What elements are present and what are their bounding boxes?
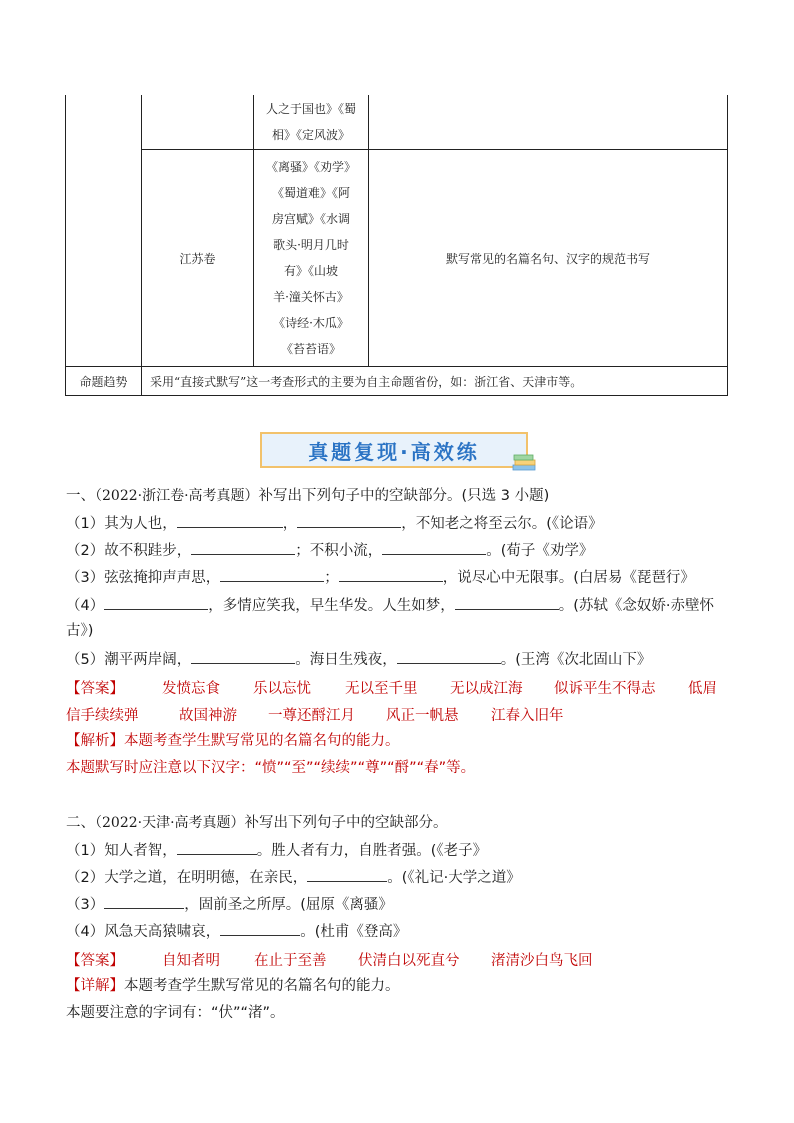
section1-heading [66, 486, 549, 506]
question-text: （2）故不积跬步， [66, 543, 192, 559]
question-2-2 [66, 867, 521, 888]
table-cell-trend-text [142, 367, 727, 395]
question-text: 。(苏轼《念奴娇·赤壁怀 [558, 598, 714, 614]
answer-label: 【答案】 [66, 681, 124, 697]
works-line: 羊·潼关怀古》 [273, 290, 349, 304]
answer-item: 发愤忘食 [162, 681, 220, 697]
answer-item: 江春入旧年 [491, 708, 564, 724]
table-border [65, 95, 66, 396]
analysis-line [66, 731, 400, 751]
trend-label: 命题趋势 [79, 374, 128, 389]
question-instruction: 补写出下列句子中的空缺部分。(只选 3 小题) [258, 488, 550, 504]
table-cell-content [369, 150, 727, 366]
question-text: ，说尽心中无限事。(白居易《琵琶行》 [442, 570, 695, 586]
answer-blank[interactable] [397, 649, 501, 664]
answer-blank[interactable] [455, 595, 559, 610]
works-line: 房宫赋》《水调 [271, 212, 350, 226]
question-2-3 [66, 894, 393, 915]
question-text: ；不积小流， [295, 543, 383, 559]
detail-text: 本题考查学生默写常见的名篇名句的能力。 [124, 978, 400, 994]
question-1-3 [66, 567, 695, 588]
works-line: 《离骚》《劝学》 [265, 160, 356, 174]
works-line: 人之于国也》《蜀 [265, 102, 356, 116]
analysis-label: 【解析】 [66, 733, 124, 749]
question-text: ，不知老之将至云尔。(《论语》 [401, 516, 603, 532]
section2-heading [66, 813, 448, 833]
question-2-4 [66, 921, 407, 942]
table-cell-province [142, 150, 253, 366]
answer-blank[interactable] [339, 567, 443, 582]
answer-blank[interactable] [307, 867, 387, 882]
answer-item: 似诉平生不得志 [554, 681, 656, 697]
detail-label: 【详解】 [66, 978, 124, 994]
answer-item: 无以成江海 [450, 681, 523, 697]
question-text: ，多情应笑我，早生华发。人生如梦， [208, 598, 455, 614]
works-line: 《苔苔语》 [280, 342, 341, 356]
answer-row [66, 704, 726, 724]
note-line [66, 758, 475, 778]
question-text: （1）知人者智， [66, 843, 177, 859]
answer-row [66, 677, 726, 697]
question-text: 。海日生残夜， [295, 652, 397, 668]
answer-item: 风正一帆悬 [386, 708, 459, 724]
answer-item: 乐以忘忧 [253, 681, 311, 697]
answer-blank[interactable] [104, 894, 184, 909]
answer-row [66, 949, 726, 969]
answer-blank[interactable] [177, 840, 257, 855]
works-line: 有》《山坡 [283, 264, 338, 278]
answer-blank[interactable] [382, 540, 486, 555]
books-icon [510, 452, 540, 472]
question-text: 古》) [66, 623, 94, 639]
exam-content: 默写常见的名篇名句、汉字的规范书写 [445, 251, 650, 266]
question-text: （4）风急天高猿啸哀， [66, 924, 221, 940]
analysis-text: 本题考查学生默写常见的名篇名句的能力。 [124, 733, 400, 749]
answer-item: 在止于至善 [254, 953, 327, 969]
answer-item: 渚清沙白鸟飞回 [491, 953, 593, 969]
question-text: （1）其为人也， [66, 516, 177, 532]
question-2-1 [66, 840, 487, 861]
works-line: 歌头·明月几时 [273, 238, 349, 252]
section-prefix: 二、 [66, 815, 95, 831]
works-line: 《蜀道难》《阿 [271, 186, 350, 200]
table-cell-works [254, 150, 368, 366]
answer-item: 故国神游 [179, 708, 237, 724]
section-banner [260, 432, 528, 468]
answer-item: 信手续续弹 [66, 708, 139, 724]
question-text: ， [282, 516, 298, 532]
question-instruction: 补写出下列句子中的空缺部分。 [244, 815, 448, 831]
question-1-1 [66, 513, 603, 534]
question-text: ，固前圣之所厚。(屈原《离骚》 [184, 897, 393, 913]
answer-blank[interactable] [220, 567, 324, 582]
question-text: 。(《礼记·大学之道》 [387, 870, 521, 886]
answer-item: 自知者明 [162, 953, 220, 969]
answer-blank[interactable] [177, 513, 283, 528]
answer-blank[interactable] [191, 540, 295, 555]
answer-item: 低眉 [688, 681, 717, 697]
answer-label: 【答案】 [66, 953, 124, 969]
question-text: 。(王湾《次北固山下》 [500, 652, 652, 668]
banner-title: 真题复现·高效练 [308, 439, 480, 464]
question-text: 。(杜甫《登高》 [300, 924, 408, 940]
question-text: ； [324, 570, 339, 586]
table-cell-trend-label [66, 367, 141, 395]
question-1-5 [66, 649, 651, 670]
note-line [66, 1003, 285, 1023]
question-text: （3）弦弦掩抑声声思， [66, 570, 221, 586]
province-name: 江苏卷 [179, 251, 216, 266]
note-text: 本题要注意的字词有：“伏”“渚”。 [66, 1005, 285, 1021]
answer-blank[interactable] [220, 921, 300, 936]
question-text: （3） [66, 897, 105, 913]
question-source: （2022·浙江卷·高考真题） [95, 488, 259, 504]
exam-table [65, 95, 728, 396]
works-line: 相》《定风波》 [271, 128, 350, 142]
table-border [727, 95, 728, 396]
note-text: 本题默写时应注意以下汉字：“愤”“至”“续续”“尊”“酹”“春”等。 [66, 760, 476, 776]
section-prefix: 一、 [66, 488, 95, 504]
question-text: 。(荀子《劝学》 [486, 543, 594, 559]
question-1-4 [66, 595, 714, 616]
table-cell-works-continued [254, 95, 368, 149]
question-1-2 [66, 540, 593, 561]
answer-blank[interactable] [191, 649, 295, 664]
answer-item: 一尊还酹江月 [268, 708, 355, 724]
table-border [65, 395, 728, 396]
answer-item: 无以至千里 [345, 681, 418, 697]
question-text: （5）潮平两岸阔， [66, 652, 192, 668]
question-text: （2）大学之道，在明明德，在亲民， [66, 870, 308, 886]
question-text: 。胜人者有力，自胜者强。(《老子》 [256, 843, 488, 859]
trend-text: 采用“直接式默写”这一考查形式的主要为自主命题省份，如：浙江省、天津市等。 [150, 374, 583, 389]
question-text: （4） [66, 598, 105, 614]
answer-blank[interactable] [104, 595, 208, 610]
question-1-4-continued [66, 621, 93, 641]
question-source: （2022·天津·高考真题） [95, 815, 245, 831]
works-line: 《诗经·木瓜》 [273, 316, 349, 330]
answer-item: 伏清白以死直兮 [358, 953, 460, 969]
answer-blank[interactable] [297, 513, 401, 528]
detail-line [66, 976, 400, 996]
